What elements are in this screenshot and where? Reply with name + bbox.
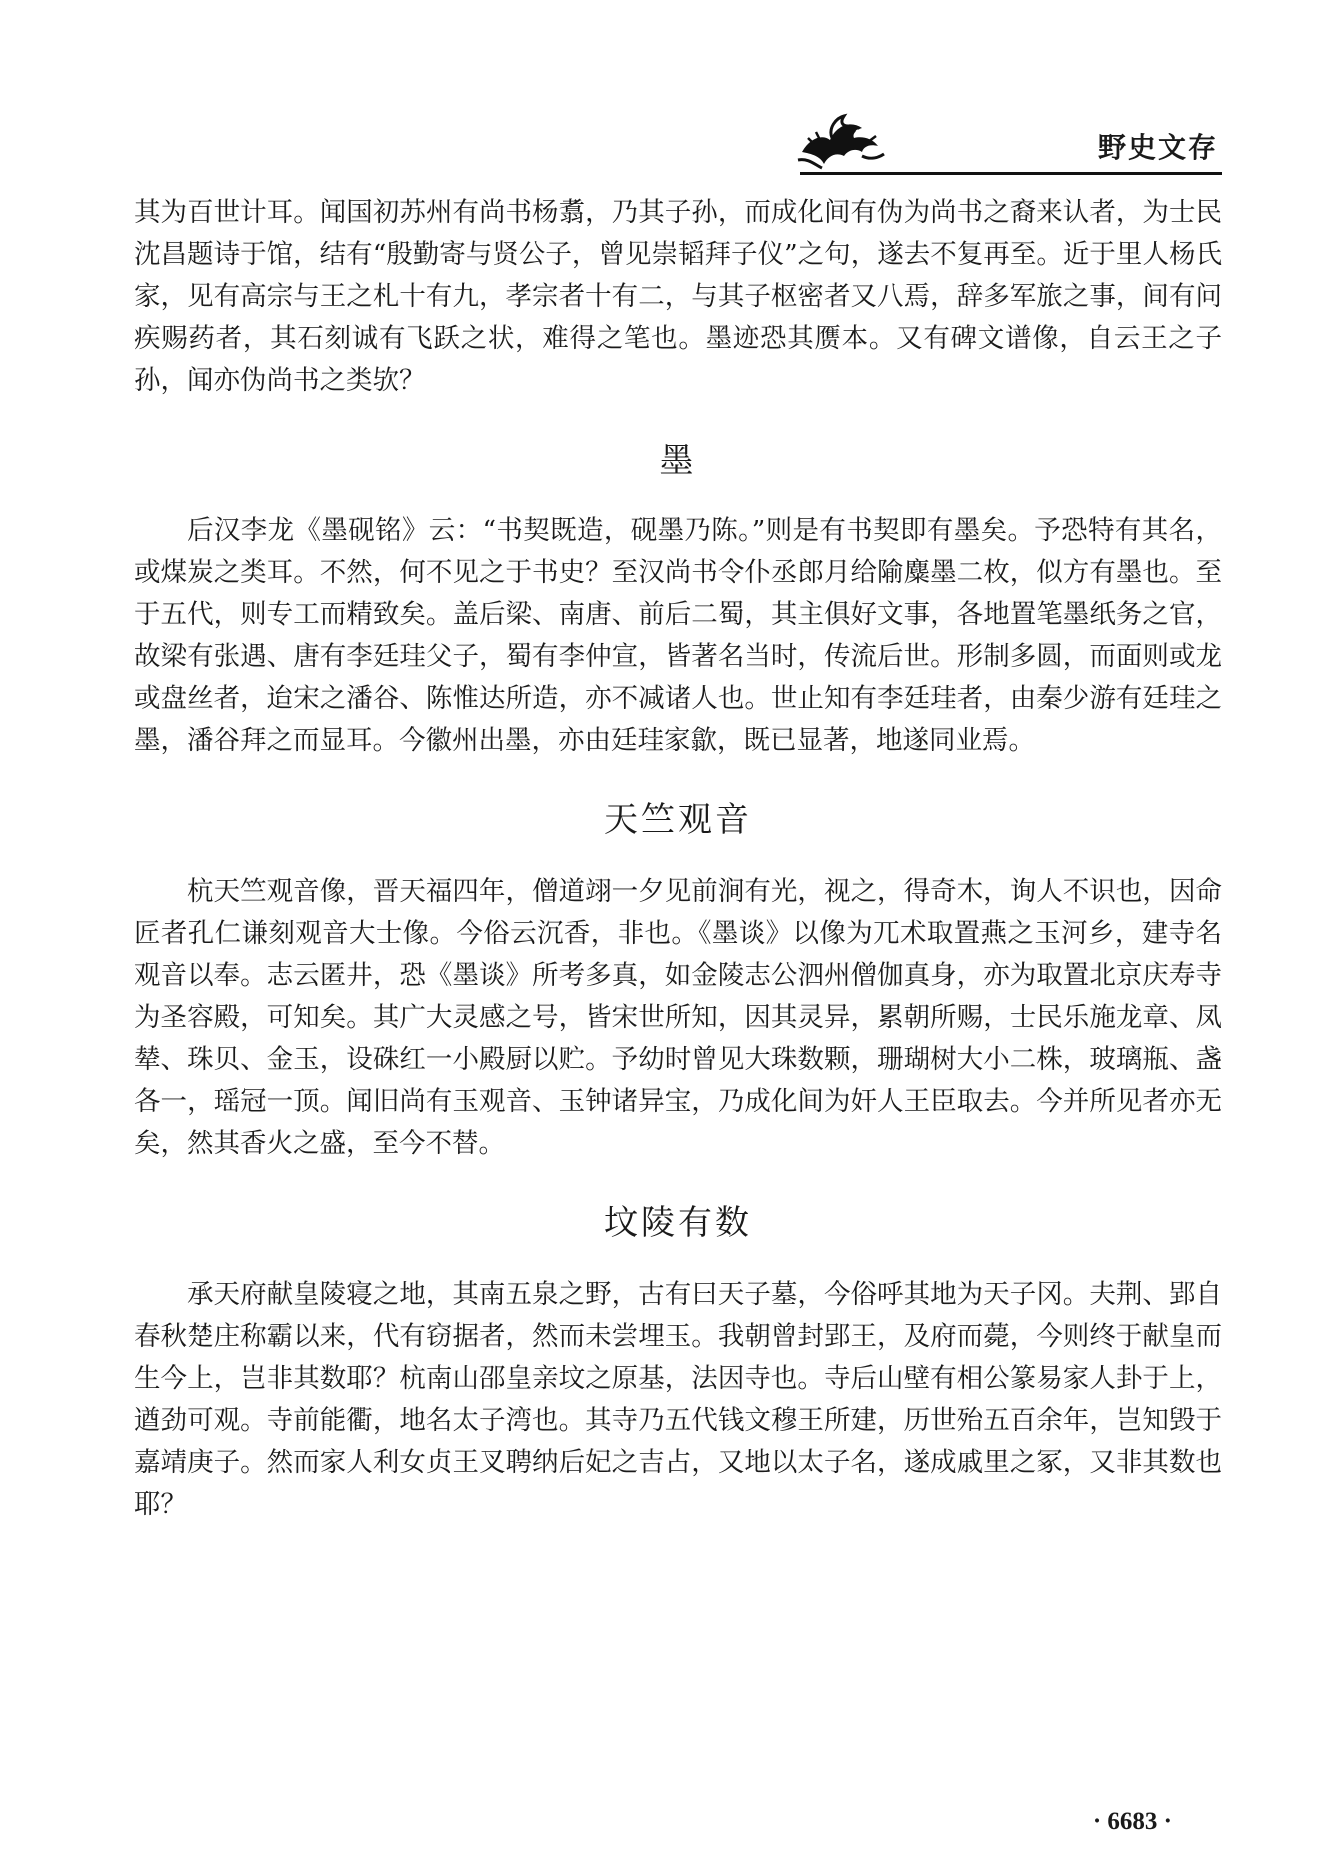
continued-paragraph: 其为百世计耳。闻国初苏州有尚书杨翥，乃其子孙，而成化间有伪为尚书之裔来认者，为士民沈昌题诗于馆，结有“殷勤寄与贤公子，曾见崇韬拜子仪”之句，遂去不复再至。近于里人杨氏家，见有高宗与王之札十有九，孝宗者十有二，与其子枢密者又八焉，辞多军旅之事，间有问疾赐药者，其石刻诚有飞跃之状，难得之笔也。墨迹恐其赝本。又有碑文谱像，自云王之子孙，闻亦伪尚书之类欤？	[134, 197, 1222, 396]
page-body	[134, 192, 1222, 1526]
section-text-tombs-destiny: 承天府献皇陵寝之地，其南五泉之野，古有曰天子墓，今俗呼其地为天子冈。夫荆、郢自春秋楚庄称霸以来，代有窃据者，然而未尝埋玉。我朝曾封郢王，及府而薨，今则终于献皇而生今上，岂非其数耶？杭南山邵皇亲坟之原基，法因寺也。寺后山壁有相公篆易家人卦于上，遒劲可观。寺前能衢，地名太子湾也。其寺乃五代钱文穆王所建，历世殆五百余年，岂知毁于嘉靖庚子。然而家人利女贞王叉聘纳后妃之吉占，又地以太子名，遂成戚里之冢，又非其数也耶？	[134, 1279, 1222, 1520]
header-rule	[800, 172, 1222, 175]
section-title-tianzhu-guanyin: 天竺观音	[604, 800, 752, 840]
dragon-emblem-icon	[792, 108, 888, 174]
section-title-tombs-destiny: 坟陵有数	[604, 1203, 752, 1243]
section-title-ink: 墨	[659, 441, 697, 481]
series-title: 野史文存	[1097, 131, 1218, 164]
section-text-ink: 后汉李龙《墨砚铭》云：“书契既造，砚墨乃陈。”则是有书契即有墨矣。予恐特有其名，或煤炭之类耳。不然，何不见之于书史？至汉尚书令仆丞郎月给隃麋墨二枚，似方有墨也。至于五代，则专工而精致矣。盖后梁、南唐、前后二蜀，其主俱好文事，各地置笔墨纸务之官，故梁有张遇、唐有李廷珪父子，蜀有李仲宣，皆著名当时，传流后世。形制多圆，而面则或龙或盘丝者，迨宋之潘谷、陈惟达所造，亦不减诸人也。世止知有李廷珪者，由秦少游有廷珪之墨，潘谷拜之而显耳。今徽州出墨，亦由廷珪家歙，既已显著，地遂同业焉。	[134, 515, 1222, 756]
page-number: · 6683 ·	[1092, 1808, 1172, 1835]
page-header	[0, 0, 1322, 175]
section-text-tianzhu-guanyin: 杭天竺观音像，晋天福四年，僧道翊一夕见前涧有光，视之，得奇木，询人不识也，因命匠者孔仁谦刻观音大士像。今俗云沉香，非也。《墨谈》以像为兀术取置燕之玉河乡，建寺名观音以奉。志云匿井，恐《墨谈》所考多真，如金陵志公泗州僧伽真身，亦为取置北京庆寿寺为圣容殿，可知矣。其广大灵感之号，皆宋世所知，因其灵异，累朝所赐，士民乐施龙章、凤辇、珠贝、金玉，设硃红一小殿厨以贮。予幼时曾见大珠数颗，珊瑚树大小二株，玻璃瓶、盏各一，瑶冠一顶。闻旧尚有玉观音、玉钟诸异宝，乃成化间为奸人王臣取去。今并所见者亦无矣，然其香火之盛，至今不替。	[134, 876, 1222, 1159]
